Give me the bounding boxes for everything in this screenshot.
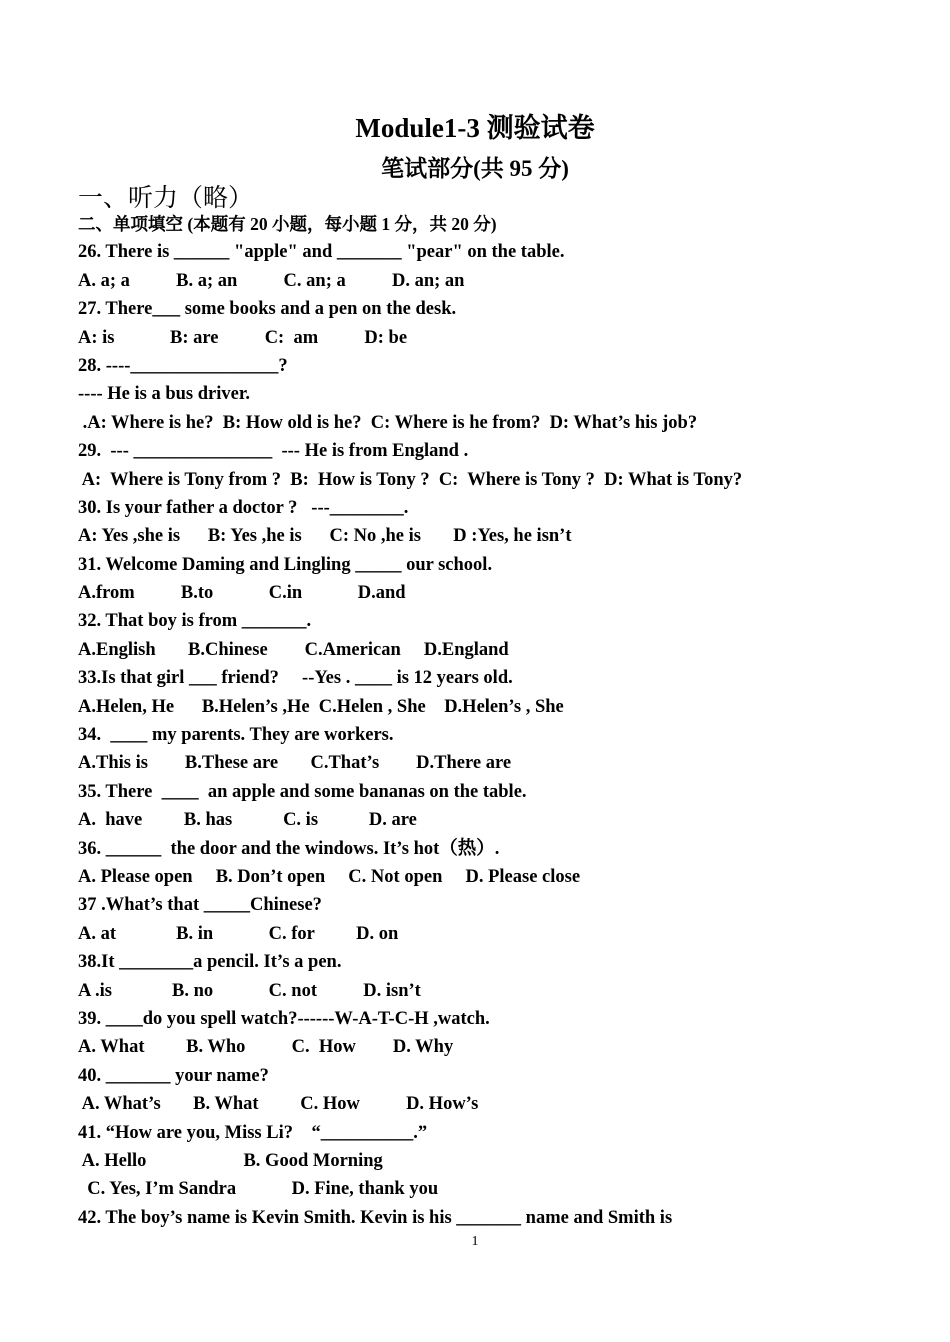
- question-line: 34. ____ my parents. They are workers.: [78, 725, 394, 746]
- question-line: A: Where is Tony from ? B: How is Tony ? C: Where is Tony ? D: What is Tony?: [78, 469, 743, 490]
- question-line: 36. ______ the door and the windows. It’s hot（热）.: [78, 838, 500, 859]
- question-line: A .is B. no C. not D. isn’t: [78, 980, 421, 1001]
- question-line: 30. Is your father a doctor ? ---________.: [78, 497, 409, 518]
- question-line: A.Helen, He B.Helen’s ,He C.Helen , She D.Helen’s , She: [78, 696, 564, 717]
- question-line: A: Yes ,she is B: Yes ,he is C: No ,he is D :Yes, he isn’t: [78, 526, 572, 547]
- page-subtitle: 笔试部分(共 95 分): [381, 156, 569, 181]
- question-line: 40. _______ your name?: [78, 1065, 269, 1086]
- question-line: 37 .What’s that _____Chinese?: [78, 895, 322, 916]
- question-line: 28. ----________________?: [78, 355, 288, 376]
- question-line: 38.It ________a pencil. It’s a pen.: [78, 952, 342, 973]
- question-line: 35. There ____ an apple and some bananas on the table.: [78, 781, 527, 802]
- section-heading-listening: 一、听力（略）: [78, 185, 254, 212]
- question-line: 33.Is that girl ___ friend? --Yes . ____ is 12 years old.: [78, 668, 513, 689]
- question-line: .A: Where is he? B: How old is he? C: Where is he from? D: What’s his job?: [78, 412, 698, 433]
- question-line: A. Hello B. Good Morning: [78, 1150, 383, 1171]
- question-line: A: is B: are C: am D: be: [78, 327, 408, 348]
- question-line: 31. Welcome Daming and Lingling _____ our school.: [78, 554, 493, 575]
- question-line: 39. ____do you spell watch?------W-A-T-C-H ,watch.: [78, 1008, 490, 1029]
- page-number: 1: [471, 1234, 479, 1249]
- question-line: A. have B. has C. is D. are: [78, 810, 417, 831]
- question-line: A. What B. Who C. How D. Why: [78, 1037, 454, 1058]
- question-line: 32. That boy is from _______.: [78, 611, 312, 632]
- question-list: [78, 210, 898, 1232]
- question-line: 41. “How are you, Miss Li? “__________.”: [78, 1122, 428, 1143]
- section-heading-single-choice: 二、单项填空 (本题有 20 小题，每小题 1 分，共 20 分): [78, 214, 497, 234]
- question-line: A. What’s B. What C. How D. How’s: [78, 1094, 479, 1115]
- question-line: A. at B. in C. for D. on: [78, 923, 399, 944]
- question-line: 26. There is ______ "apple" and _______ "pear" on the table.: [78, 242, 565, 263]
- question-line: A.This is B.These are C.That’s D.There are: [78, 753, 512, 774]
- question-line: C. Yes, I’m Sandra D. Fine, thank you: [78, 1179, 439, 1200]
- question-line: 27. There___ some books and a pen on the desk.: [78, 299, 457, 320]
- question-line: A. a; a B. a; an C. an; a D. an; an: [78, 270, 465, 291]
- question-line: A.English B.Chinese C.American D.England: [78, 639, 509, 660]
- question-line: 29. --- _______________ --- He is from England .: [78, 441, 469, 462]
- question-line: ---- He is a bus driver.: [78, 384, 250, 405]
- question-line: A.from B.to C.in D.and: [78, 583, 406, 604]
- page-title: Module1-3 测验试卷: [355, 113, 595, 143]
- question-line: A. Please open B. Don’t open C. Not open D. Please close: [78, 866, 581, 887]
- question-line: 42. The boy’s name is Kevin Smith. Kevin is his _______ name and Smith is: [78, 1207, 673, 1228]
